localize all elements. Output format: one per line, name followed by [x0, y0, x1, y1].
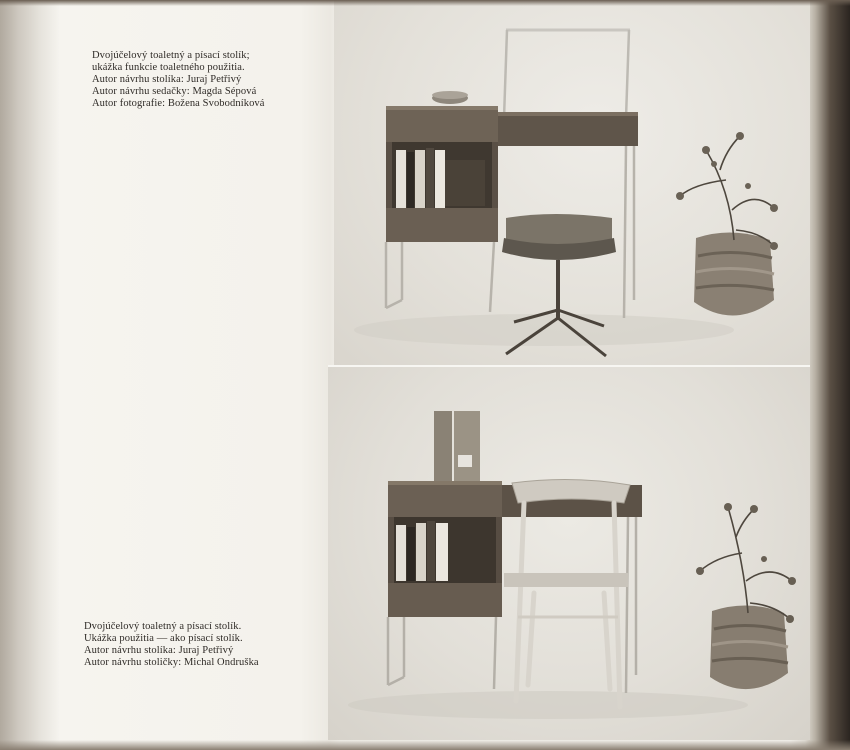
caption-line: Autor návrhu stolíka: Juraj Petřivý [84, 645, 234, 656]
mirror-frame [504, 30, 630, 118]
caption-line: Dvojúčelový toaletný a písací stolík; [92, 50, 250, 61]
caption-line: Autor návrhu sedačky: Magda Sépová [92, 86, 257, 97]
gutter-shadow [0, 0, 60, 750]
caption-line: Autor fotografie: Božena Svobodníková [92, 98, 265, 109]
page-bottom-edge [0, 740, 850, 750]
caption-line: Autor návrhu stolíka: Juraj Petřivý [92, 74, 242, 85]
caption-top [92, 50, 332, 110]
desk-top [498, 112, 638, 146]
vase-with-branches [696, 503, 796, 689]
caption-line: Autor návrhu stoličky: Michal Ondruška [84, 657, 259, 668]
photo-writing-desk [328, 367, 810, 740]
caption-bottom [84, 621, 324, 669]
folded-mirror [434, 411, 480, 481]
caption-line: Dvojúčelový toaletný a písací stolík. [84, 621, 242, 632]
desk-cabinet [386, 106, 498, 242]
writing-desk-illustration [328, 367, 810, 740]
page-top-edge [0, 0, 850, 6]
desk-cabinet [388, 481, 502, 617]
vase-with-branches [676, 132, 778, 316]
dressing-table-illustration [334, 0, 810, 367]
caption-line: Ukážka použitia — ako písací stolík. [84, 633, 243, 644]
caption-line: ukážka funkcie toaletného použitia. [92, 62, 245, 73]
photo-dressing-table [334, 0, 810, 367]
